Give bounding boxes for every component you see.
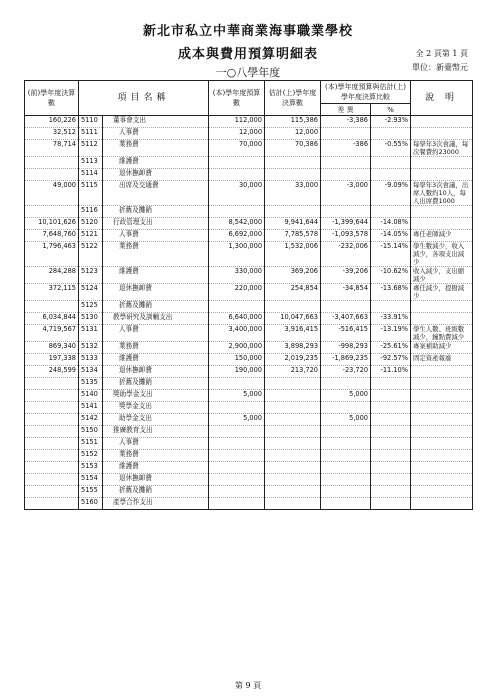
estimate-cell: 369,206	[265, 267, 321, 284]
pct-cell	[371, 402, 411, 414]
pct-cell: -10.62%	[371, 267, 411, 284]
estimate-cell	[265, 378, 321, 390]
note-cell	[411, 438, 473, 450]
prev-final-cell: 1,796,463	[25, 242, 79, 267]
account-code-cell: 5130	[79, 313, 103, 325]
diff-cell	[321, 462, 371, 474]
budget-cell	[209, 498, 265, 510]
note-cell	[411, 218, 473, 230]
estimate-cell	[265, 498, 321, 510]
pct-cell: -9.09%	[371, 181, 411, 206]
pct-cell	[371, 157, 411, 169]
estimate-cell	[265, 486, 321, 498]
budget-cell: 70,000	[209, 140, 265, 157]
note-cell	[411, 169, 473, 181]
diff-cell	[321, 498, 371, 510]
table-row	[25, 402, 473, 414]
note-cell	[411, 474, 473, 486]
prev-final-cell	[25, 157, 79, 169]
budget-cell	[209, 462, 265, 474]
item-name-cell: 助學金支出	[103, 414, 209, 426]
account-code-cell: 5153	[79, 462, 103, 474]
col-prev-final: (前)學年度決算數	[25, 81, 79, 116]
table-row	[25, 169, 473, 181]
report-title: 成本與費用預算明細表	[177, 47, 318, 62]
item-name-cell: 教學研究及訓輔支出	[103, 313, 209, 325]
prev-final-cell: 869,340	[25, 342, 79, 354]
note-cell	[411, 157, 473, 169]
diff-cell	[321, 157, 371, 169]
table-row	[25, 313, 473, 325]
estimate-cell: 70,386	[265, 140, 321, 157]
prev-final-cell: 10,101,626	[25, 218, 79, 230]
pct-cell	[371, 378, 411, 390]
budget-cell: 220,000	[209, 284, 265, 301]
prev-final-cell: 197,338	[25, 354, 79, 366]
estimate-cell	[265, 206, 321, 218]
budget-cell: 1,300,000	[209, 242, 265, 267]
item-name-cell: 折舊及攤銷	[103, 486, 209, 498]
school-name: 新北市私立中華商業海事職業學校	[142, 24, 353, 39]
diff-cell	[321, 169, 371, 181]
diff-cell	[321, 128, 371, 140]
item-name-cell: 人事費	[103, 438, 209, 450]
budget-cell: 12,000	[209, 128, 265, 140]
prev-final-cell	[25, 169, 79, 181]
table-row	[25, 218, 473, 230]
prev-final-cell	[25, 378, 79, 390]
budget-cell	[209, 206, 265, 218]
prev-final-cell	[25, 438, 79, 450]
account-code-cell: 5110	[79, 116, 103, 128]
prev-final-cell: 372,115	[25, 284, 79, 301]
estimate-cell	[265, 390, 321, 402]
account-code-cell: 5124	[79, 284, 103, 301]
note-cell: 固定資產報廢	[411, 354, 473, 366]
diff-cell: -386	[321, 140, 371, 157]
diff-cell: -516,415	[321, 325, 371, 342]
note-cell	[411, 450, 473, 462]
table-row	[25, 301, 473, 313]
pct-cell	[371, 438, 411, 450]
pct-cell: -2.93%	[371, 116, 411, 128]
note-cell: 每學年3次會議，出席人數約10人，每人出席費1000	[411, 181, 473, 206]
note-cell: 專任老師減少	[411, 230, 473, 242]
budget-cell	[209, 450, 265, 462]
pct-cell: -13.19%	[371, 325, 411, 342]
diff-cell	[321, 402, 371, 414]
pct-cell	[371, 301, 411, 313]
budget-cell: 2,900,000	[209, 342, 265, 354]
budget-cell: 150,000	[209, 354, 265, 366]
prev-final-cell	[25, 498, 79, 510]
note-cell: 收入減少，支出縮減少	[411, 267, 473, 284]
page-number: 第 9 頁	[234, 681, 262, 690]
pct-cell: -13.68%	[371, 284, 411, 301]
pct-cell	[371, 462, 411, 474]
note-cell	[411, 390, 473, 402]
item-name-cell: 行政管理支出	[103, 218, 209, 230]
item-name-cell: 獎學金支出	[103, 402, 209, 414]
estimate-cell	[265, 169, 321, 181]
note-cell	[411, 116, 473, 128]
account-code-cell: 5134	[79, 366, 103, 378]
diff-cell	[321, 206, 371, 218]
prev-final-cell	[25, 426, 79, 438]
account-code-cell: 5132	[79, 342, 103, 354]
table-row	[25, 498, 473, 510]
item-name-cell: 業務費	[103, 140, 209, 157]
col-estimate: 估計(上)學年度決算數	[265, 81, 321, 116]
diff-cell: -39,206	[321, 267, 371, 284]
pct-cell	[371, 450, 411, 462]
account-code-cell: 5154	[79, 474, 103, 486]
account-code-cell: 5116	[79, 206, 103, 218]
estimate-cell: 213,720	[265, 366, 321, 378]
col-budget: (本)學年度預算數	[209, 81, 265, 116]
estimate-cell	[265, 438, 321, 450]
prev-final-cell	[25, 474, 79, 486]
estimate-cell	[265, 462, 321, 474]
note-cell	[411, 366, 473, 378]
pct-cell: -15.14%	[371, 242, 411, 267]
prev-final-cell: 7,648,760	[25, 230, 79, 242]
item-name-cell: 業務費	[103, 450, 209, 462]
account-code-cell: 5111	[79, 128, 103, 140]
pct-cell	[371, 169, 411, 181]
estimate-cell: 115,386	[265, 116, 321, 128]
prev-final-cell	[25, 206, 79, 218]
pct-cell: -14.05%	[371, 230, 411, 242]
note-cell	[411, 402, 473, 414]
prev-final-cell: 78,714	[25, 140, 79, 157]
item-name-cell: 退休撫卹費	[103, 284, 209, 301]
budget-cell	[209, 157, 265, 169]
table-row	[25, 206, 473, 218]
item-name-cell: 人事費	[103, 325, 209, 342]
col-note: 說 明	[411, 81, 473, 116]
table-row	[25, 462, 473, 474]
account-code-cell: 5115	[79, 181, 103, 206]
budget-cell	[209, 426, 265, 438]
budget-cell: 6,640,000	[209, 313, 265, 325]
pct-cell	[371, 206, 411, 218]
budget-cell: 6,692,000	[209, 230, 265, 242]
budget-cell: 30,000	[209, 181, 265, 206]
account-code-cell: 5123	[79, 267, 103, 284]
note-cell: 學生數減少，收入減少，各項支出減少	[411, 242, 473, 267]
estimate-cell: 254,854	[265, 284, 321, 301]
pct-cell	[371, 414, 411, 426]
note-cell	[411, 301, 473, 313]
item-name-cell: 出席及交通費	[103, 181, 209, 206]
budget-cell	[209, 486, 265, 498]
table-row	[25, 438, 473, 450]
table-row	[25, 230, 473, 242]
budget-cell	[209, 474, 265, 486]
table-row	[25, 366, 473, 378]
account-code-cell: 5122	[79, 242, 103, 267]
account-code-cell: 5151	[79, 438, 103, 450]
diff-cell: -1,093,578	[321, 230, 371, 242]
note-cell	[411, 414, 473, 426]
table-row	[25, 325, 473, 342]
table-row	[25, 354, 473, 366]
pct-cell: -92.57%	[371, 354, 411, 366]
col-item-name: 項目名稱	[79, 81, 209, 116]
col-diff: 差 異	[321, 104, 371, 116]
table-row	[25, 450, 473, 462]
prev-final-cell: 160,226	[25, 116, 79, 128]
table-row	[25, 116, 473, 128]
table-row	[25, 284, 473, 301]
budget-cell: 330,000	[209, 267, 265, 284]
item-name-cell: 維護費	[103, 267, 209, 284]
estimate-cell	[265, 474, 321, 486]
estimate-cell: 9,941,644	[265, 218, 321, 230]
budget-cell	[209, 402, 265, 414]
item-name-cell: 維護費	[103, 354, 209, 366]
prev-final-cell: 32,512	[25, 128, 79, 140]
account-code-cell: 5120	[79, 218, 103, 230]
table-row	[25, 157, 473, 169]
budget-cell	[209, 169, 265, 181]
note-cell	[411, 462, 473, 474]
account-code-cell: 5155	[79, 486, 103, 498]
pct-cell	[371, 426, 411, 438]
estimate-cell	[265, 426, 321, 438]
note-cell: 專任減少，提撥減少	[411, 284, 473, 301]
budget-cell: 5,000	[209, 390, 265, 402]
account-code-cell: 5135	[79, 378, 103, 390]
budget-cell: 112,000	[209, 116, 265, 128]
diff-cell	[321, 426, 371, 438]
pct-cell: -11.10%	[371, 366, 411, 378]
table-row	[25, 342, 473, 354]
account-code-cell: 5114	[79, 169, 103, 181]
item-name-cell: 業務費	[103, 242, 209, 267]
pct-cell	[371, 486, 411, 498]
diff-cell: -998,293	[321, 342, 371, 354]
estimate-cell	[265, 301, 321, 313]
item-name-cell: 董事會支出	[103, 116, 209, 128]
prev-final-cell	[25, 414, 79, 426]
note-cell: 學生人數、班級數減少，鐘點費減少	[411, 325, 473, 342]
diff-cell: -3,407,663	[321, 313, 371, 325]
estimate-cell: 33,000	[265, 181, 321, 206]
prev-final-cell: 6,034,844	[25, 313, 79, 325]
budget-cell: 190,000	[209, 366, 265, 378]
account-code-cell: 5152	[79, 450, 103, 462]
prev-final-cell	[25, 450, 79, 462]
pct-cell: -25.61%	[371, 342, 411, 354]
estimate-cell: 2,019,235	[265, 354, 321, 366]
item-name-cell: 推廣教育支出	[103, 426, 209, 438]
table-row	[25, 267, 473, 284]
item-name-cell: 維護費	[103, 157, 209, 169]
diff-cell: -3,386	[321, 116, 371, 128]
account-code-cell: 5131	[79, 325, 103, 342]
pct-cell	[371, 498, 411, 510]
budget-cell	[209, 301, 265, 313]
pct-cell	[371, 128, 411, 140]
budget-cell	[209, 378, 265, 390]
prev-final-cell: 49,000	[25, 181, 79, 206]
table-row	[25, 378, 473, 390]
prev-final-cell	[25, 390, 79, 402]
budget-table	[24, 80, 473, 510]
account-code-cell: 5121	[79, 230, 103, 242]
estimate-cell: 12,000	[265, 128, 321, 140]
col-pct: %	[371, 104, 411, 116]
table-row	[25, 181, 473, 206]
estimate-cell: 3,898,293	[265, 342, 321, 354]
diff-cell: 5,000	[321, 390, 371, 402]
account-code-cell: 5125	[79, 301, 103, 313]
item-name-cell: 獎助學金支出	[103, 390, 209, 402]
diff-cell: -1,869,235	[321, 354, 371, 366]
estimate-cell: 7,785,578	[265, 230, 321, 242]
note-cell	[411, 313, 473, 325]
account-code-cell: 5133	[79, 354, 103, 366]
account-code-cell: 5112	[79, 140, 103, 157]
estimate-cell	[265, 450, 321, 462]
academic-year: 一○八學年度	[215, 66, 281, 79]
item-name-cell: 退休撫卹費	[103, 366, 209, 378]
page-info: 全 2 頁第 1 頁	[415, 49, 468, 58]
estimate-cell: 10,047,663	[265, 313, 321, 325]
estimate-cell: 1,532,006	[265, 242, 321, 267]
table-row	[25, 426, 473, 438]
diff-cell: -34,854	[321, 284, 371, 301]
prev-final-cell: 248,599	[25, 366, 79, 378]
budget-cell: 3,400,000	[209, 325, 265, 342]
note-cell	[411, 486, 473, 498]
prev-final-cell	[25, 486, 79, 498]
table-body	[25, 116, 473, 510]
budget-cell: 5,000	[209, 414, 265, 426]
diff-cell: 5,000	[321, 414, 371, 426]
estimate-cell: 3,916,415	[265, 325, 321, 342]
item-name-cell: 產學合作支出	[103, 498, 209, 510]
item-name-cell: 業務費	[103, 342, 209, 354]
diff-cell	[321, 486, 371, 498]
diff-cell: -3,000	[321, 181, 371, 206]
prev-final-cell: 4,719,567	[25, 325, 79, 342]
diff-cell	[321, 474, 371, 486]
diff-cell	[321, 450, 371, 462]
account-code-cell: 5141	[79, 402, 103, 414]
diff-cell: -232,006	[321, 242, 371, 267]
currency-unit: 單位：新臺幣元	[412, 63, 468, 72]
prev-final-cell: 284,288	[25, 267, 79, 284]
item-name-cell: 退休撫卹費	[103, 169, 209, 181]
note-cell	[411, 498, 473, 510]
item-name-cell: 退休撫卹費	[103, 474, 209, 486]
prev-final-cell	[25, 301, 79, 313]
prev-final-cell	[25, 402, 79, 414]
note-cell	[411, 378, 473, 390]
table-row	[25, 140, 473, 157]
table-row	[25, 414, 473, 426]
table-row	[25, 486, 473, 498]
col-compare: (本)學年度預算與估計(上)學年度決算比較	[321, 81, 411, 104]
diff-cell: -1,399,644	[321, 218, 371, 230]
account-code-cell: 5150	[79, 426, 103, 438]
diff-cell	[321, 438, 371, 450]
account-code-cell: 5140	[79, 390, 103, 402]
item-name-cell: 折舊及攤銷	[103, 378, 209, 390]
note-cell: 每學年3次會議，每次餐費約23000	[411, 140, 473, 157]
pct-cell: -14.08%	[371, 218, 411, 230]
estimate-cell	[265, 414, 321, 426]
note-cell	[411, 426, 473, 438]
estimate-cell	[265, 157, 321, 169]
table-row	[25, 128, 473, 140]
diff-cell	[321, 378, 371, 390]
account-code-cell: 5113	[79, 157, 103, 169]
pct-cell: -0.55%	[371, 140, 411, 157]
pct-cell: -33.91%	[371, 313, 411, 325]
prev-final-cell	[25, 462, 79, 474]
note-cell: 專案補助減少	[411, 342, 473, 354]
pct-cell	[371, 390, 411, 402]
table-row	[25, 242, 473, 267]
budget-cell	[209, 438, 265, 450]
item-name-cell: 人事費	[103, 230, 209, 242]
estimate-cell	[265, 402, 321, 414]
item-name-cell: 折舊及攤銷	[103, 206, 209, 218]
item-name-cell: 折舊及攤銷	[103, 301, 209, 313]
table-row	[25, 474, 473, 486]
table-row	[25, 390, 473, 402]
diff-cell	[321, 301, 371, 313]
item-name-cell: 人事費	[103, 128, 209, 140]
pct-cell	[371, 474, 411, 486]
note-cell	[411, 206, 473, 218]
budget-cell: 8,542,000	[209, 218, 265, 230]
note-cell	[411, 128, 473, 140]
diff-cell: -23,720	[321, 366, 371, 378]
item-name-cell: 維護費	[103, 462, 209, 474]
account-code-cell: 5142	[79, 414, 103, 426]
account-code-cell: 5160	[79, 498, 103, 510]
